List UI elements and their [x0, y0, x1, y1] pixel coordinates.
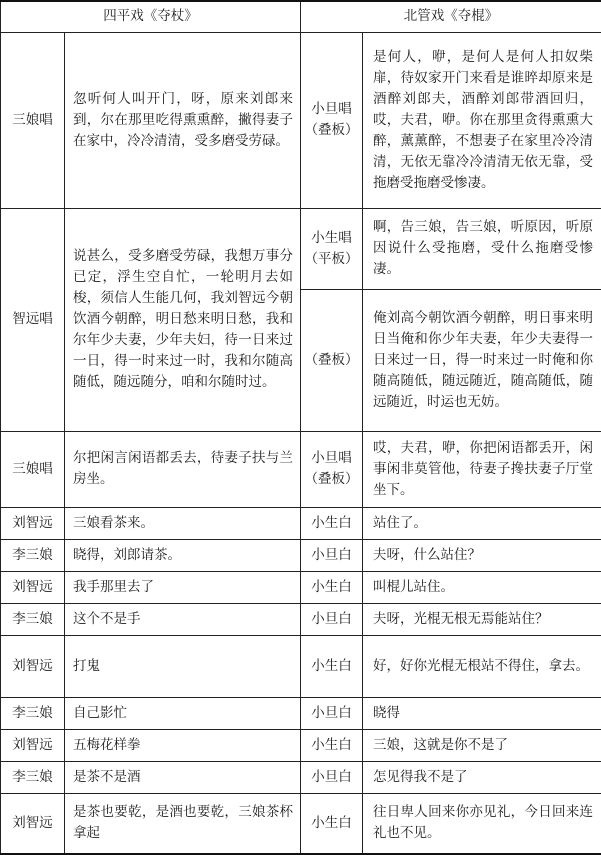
table-row [1, 793, 601, 854]
right-role: 小生白 [301, 507, 363, 539]
left-text: 自己影忙 [65, 697, 301, 729]
left-text: 说甚么，受多磨受劳碌，我想万事分已定，浮生空自忙，一轮明月去如梭，须信人生能几何，我刘智远今朝饮酒今朝醉，明日愁来明日愁，我和尔年少夫妻，少年夫妇，待一日来过一日，得一时来过一时，我和尔随高随低，随远随分，咱和尔随时过。 [65, 208, 301, 431]
left-role: 刘智远 [1, 635, 65, 697]
left-role: 刘智远 [1, 571, 65, 603]
left-role: 刘智远 [1, 507, 65, 539]
left-role: 李三娘 [1, 603, 65, 635]
left-text: 这个不是手 [65, 603, 301, 635]
left-role: 刘智远 [1, 793, 65, 854]
right-text: 是何人，咿，是何人是何人扣奴柴扉，待奴家开门来看是谁晬却原来是酒醉刘郎夫，酒醉刘郎带酒回归，哎，夫君，咿。你在那里贪得熏熏大醉，薰薰醉，不想妻子在家里冷冷清清，无依无靠冷冷清清无依无靠，受拖磨受拖磨受惨凄。 [363, 32, 601, 208]
table-row [1, 571, 601, 603]
left-role: 三娘唱 [1, 431, 65, 507]
left-text: 我手那里去了 [65, 571, 301, 603]
table-row [1, 507, 601, 539]
right-role: 小旦白 [301, 761, 363, 793]
left-role: 刘智远 [1, 729, 65, 761]
right-role: 小旦白 [301, 603, 363, 635]
right-text: 俺刘高今朝饮酒今朝醉，明日事来明日当俺和你少年夫妻，年少夫妻得一日来过一日，得一时来过一时俺和你随高随低，随远随近，随高随低，随远随近，时运也无妨。 [363, 289, 601, 431]
right-role: 小旦白 [301, 539, 363, 571]
table-row [1, 539, 601, 571]
right-text: 叫棍儿站住。 [363, 571, 601, 603]
table-row [1, 761, 601, 793]
left-role: 李三娘 [1, 539, 65, 571]
left-role: 三娘唱 [1, 32, 65, 208]
table-row [1, 208, 601, 289]
right-text: 晓得 [363, 697, 601, 729]
table-row [1, 729, 601, 761]
right-text: 哎，夫君，咿，你把闲语都丢开，闲事闲非莫管他，待妻子搀扶妻子厅堂坐下。 [363, 431, 601, 507]
left-text: 三娘看茶来。 [65, 507, 301, 539]
header-row [1, 1, 601, 32]
left-role: 李三娘 [1, 697, 65, 729]
right-role: 小生白 [301, 793, 363, 854]
right-role: 小旦唱（叠板） [301, 431, 363, 507]
left-text: 五梅花样拳 [65, 729, 301, 761]
left-role: 李三娘 [1, 761, 65, 793]
header-left: 四平戏《夺杖》 [1, 1, 301, 32]
left-text: 尔把闲言闲语都丢去，待妻子扶与兰房坐。 [65, 431, 301, 507]
right-role: 小生白 [301, 571, 363, 603]
left-role: 智远唱 [1, 208, 65, 431]
right-role: （叠板） [301, 289, 363, 431]
left-text: 忽听何人叫开门，呀，原来刘郎来到，尔在那里吃得熏熏醉，撇得妻子在家中，冷冷清清，受多磨受劳碌。 [65, 32, 301, 208]
right-role: 小生唱（平板） [301, 208, 363, 289]
header-right: 北管戏《夺棍》 [301, 1, 601, 32]
left-text: 是茶也要乾，是酒也要乾，三娘茶杯拿起 [65, 793, 301, 854]
right-text: 夫呀，光棍无根无焉能站住？ [363, 603, 601, 635]
table-row [1, 697, 601, 729]
right-role: 小生白 [301, 729, 363, 761]
right-text: 啊，告三娘，告三娘，听原因，听原因说什么受拖磨，受什么拖磨受惨凄。 [363, 208, 601, 289]
left-text: 是茶不是酒 [65, 761, 301, 793]
table-row [1, 32, 601, 208]
right-role: 小旦白 [301, 697, 363, 729]
right-text: 站住了。 [363, 507, 601, 539]
table-row [1, 603, 601, 635]
right-role: 小生白 [301, 635, 363, 697]
table-row [1, 635, 601, 697]
right-text: 夫呀，什么站住？ [363, 539, 601, 571]
right-text: 怎见得我不是了 [363, 761, 601, 793]
right-text: 好，好你光棍无根站不得住，拿去。 [363, 635, 601, 697]
left-text: 晓得，刘郎请茶。 [65, 539, 301, 571]
right-role: 小旦唱（叠板） [301, 32, 363, 208]
left-text: 打鬼 [65, 635, 301, 697]
right-text: 三娘，这就是你不是了 [363, 729, 601, 761]
right-text: 往日卑人回来你亦见礼，今日回来连礼也不见。 [363, 793, 601, 854]
table-row [1, 431, 601, 507]
